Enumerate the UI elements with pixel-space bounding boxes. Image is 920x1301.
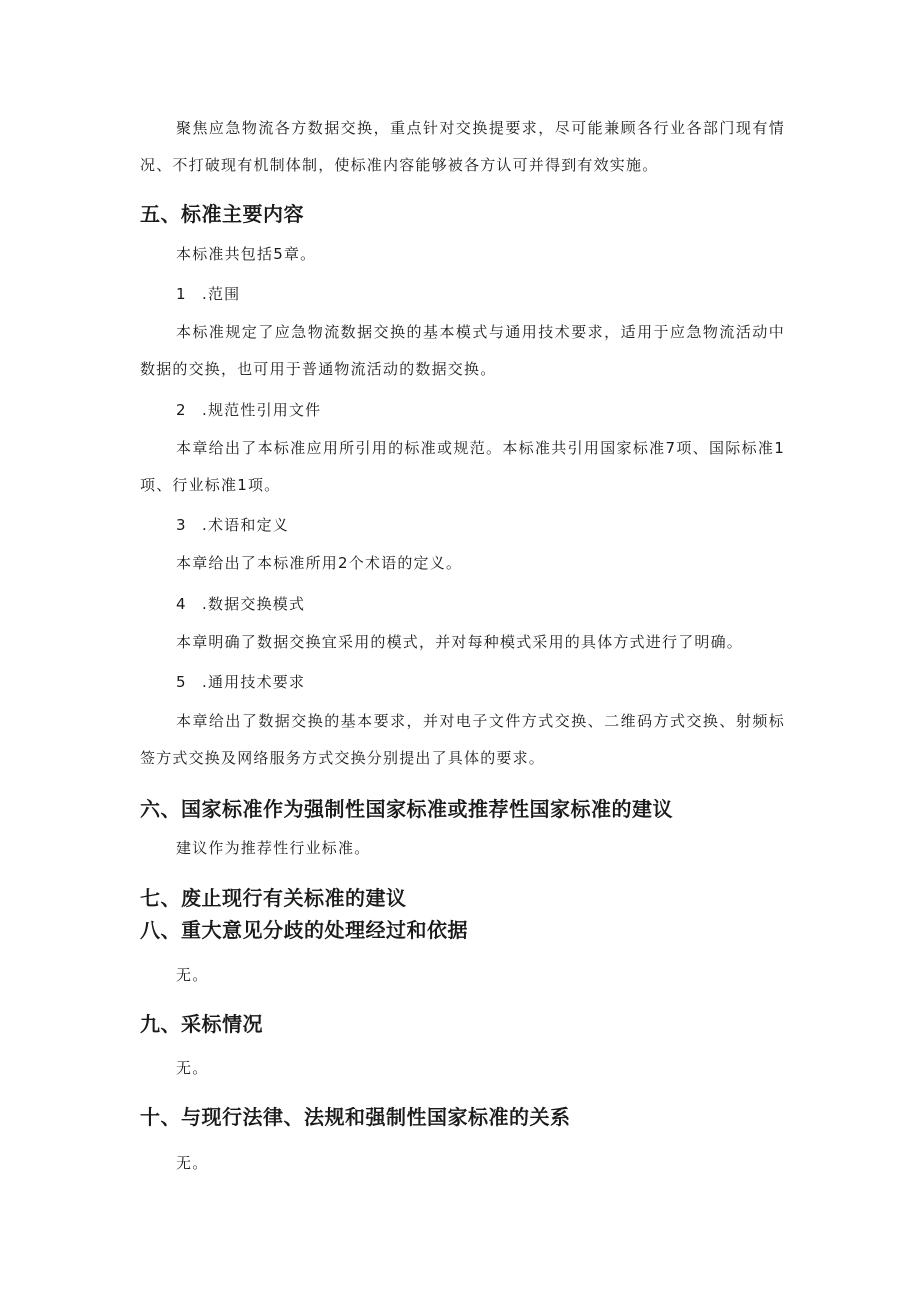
item-label: .术语和定义: [202, 516, 289, 534]
item-1-title: [176, 283, 240, 305]
item-number: 5: [176, 673, 187, 691]
section10-heading: 十、与现行法律、法规和强制性国家标准的关系: [140, 1105, 571, 1129]
item-number: 2: [176, 401, 187, 419]
item-number: 4: [176, 595, 187, 613]
intro-paragraph: 聚焦应急物流各方数据交换，重点针对交换提要求，尽可能兼顾各行业各部门现有情况、不打破现有机制体制，使标准内容能够被各方认可并得到有效实施。: [140, 119, 785, 174]
item-2-body: 本章给出了本标准应用所引用的标准或规范。本标准共引用国家标准7项、国际标准1项、行业标准1项。: [140, 439, 785, 494]
item-5-body: 本章给出了数据交换的基本要求，并对电子文件方式交换、二维码方式交换、射频标签方式交换及网络服务方式交换分别提出了具体的要求。: [140, 712, 785, 767]
item-label: .通用技术要求: [202, 673, 306, 691]
item-number: 3: [176, 516, 187, 534]
item-3-body: 本章给出了本标准所用2个术语的定义。: [176, 554, 463, 572]
item-label: .规范性引用文件: [202, 401, 322, 419]
section9-heading: 九、采标情况: [140, 1012, 263, 1036]
item-label: .数据交换模式: [202, 595, 306, 613]
section5-heading: 五、标准主要内容: [140, 202, 304, 226]
section5-summary: 本标准共包括5章。: [176, 245, 317, 263]
item-4-body: 本章明确了数据交换宜采用的模式，并对每种模式采用的具体方式进行了明确。: [176, 633, 744, 651]
item-5-title: [176, 671, 305, 693]
section7-heading: 七、废止现行有关标准的建议: [140, 886, 407, 910]
section8-body: 无。: [176, 966, 209, 984]
section9-body: 无。: [176, 1059, 209, 1077]
section6-body: 建议作为推荐性行业标准。: [176, 839, 371, 857]
item-1-body: 本标准规定了应急物流数据交换的基本模式与通用技术要求，适用于应急物流活动中数据的交换，也可用于普通物流活动的数据交换。: [140, 323, 785, 378]
item-label: .范围: [202, 285, 241, 303]
section8-heading: 八、重大意见分歧的处理经过和依据: [140, 918, 468, 942]
item-3-title: [176, 514, 289, 536]
item-4-title: [176, 593, 305, 615]
item-number: 1: [176, 285, 187, 303]
item-2-title: [176, 399, 321, 421]
section6-heading: 六、国家标准作为强制性国家标准或推荐性国家标准的建议: [140, 797, 673, 821]
section10-body: 无。: [176, 1154, 209, 1172]
